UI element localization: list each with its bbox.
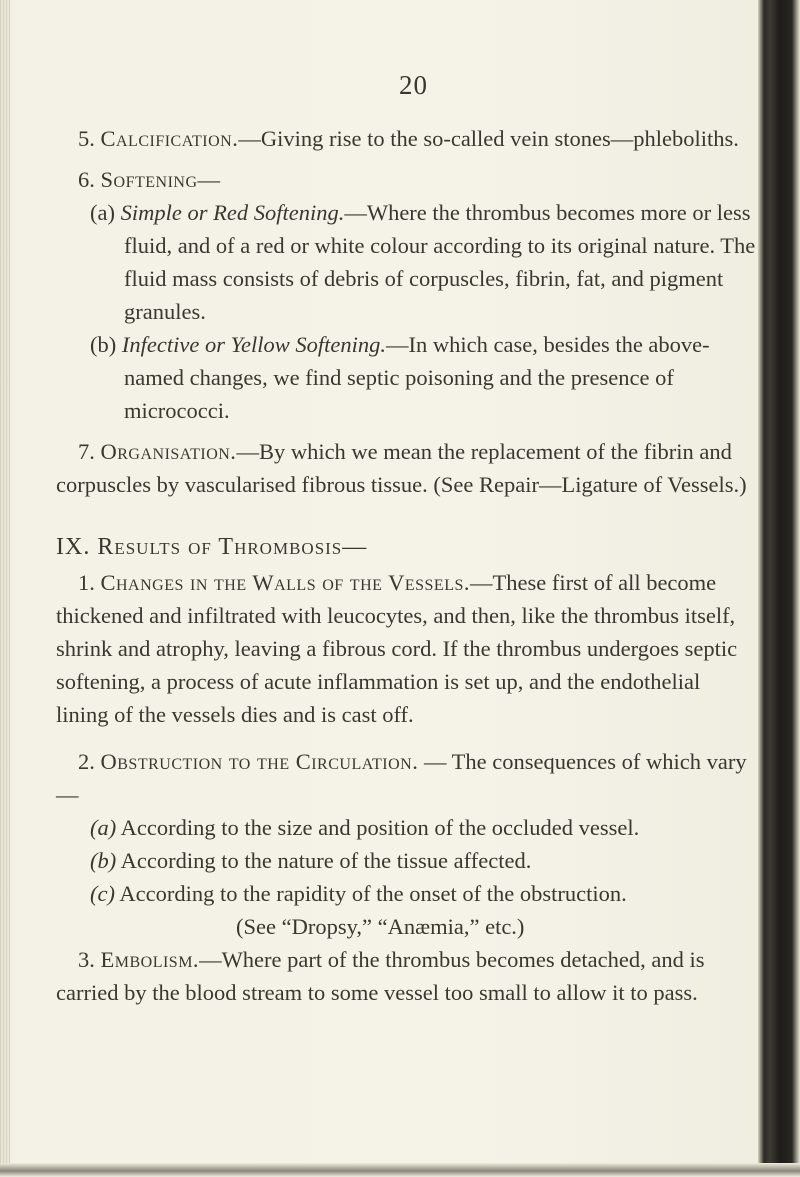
subitem-tissue-nature: [56, 844, 756, 877]
page-bottom-edge: [0, 1163, 800, 1177]
subitem-text: —In which case, besides the above-named changes, we find septic poisoning and the presence of micrococci.: [124, 332, 710, 423]
item-title: Obstruction to the Circulation.: [100, 749, 419, 774]
item-number: 3.: [78, 947, 95, 972]
subitem-text: According to the rapidity of the onset of the obstruction.: [119, 881, 627, 906]
subitem-marker: (c): [90, 881, 115, 906]
item-softening: [56, 163, 756, 196]
subitem-marker: (a): [90, 200, 115, 225]
item-text: —Giving rise to the so-called vein stones—phleboliths.: [238, 126, 739, 151]
subitem-text: —Where the thrombus becomes more or less fluid, and of a red or white colour according to its original nature. The fluid mass consists of debris of corpuscles, fibrin, fat, and pigment granules.: [124, 200, 756, 324]
item-title: Softening—: [100, 167, 221, 192]
item-title: Organisation.: [100, 439, 237, 464]
subitem-title: Infective or Yellow Softening.: [121, 332, 387, 357]
item-embolism: [56, 943, 756, 1009]
subitem-infective-softening: [56, 328, 756, 427]
subitem-simple-softening: [56, 196, 756, 328]
cross-reference: (See “Dropsy,” “Anæmia,” etc.): [236, 914, 525, 939]
subitem-marker: (a): [90, 815, 117, 840]
subitem-rapidity: [56, 877, 756, 910]
subitem-text: According to the size and position of the occluded vessel.: [120, 815, 640, 840]
subitem-size-position: [56, 811, 756, 844]
item-obstruction: [56, 745, 756, 811]
item-number: 1.: [78, 570, 95, 595]
subitem-text: According to the nature of the tissue affected.: [120, 848, 532, 873]
item-number: 6.: [78, 167, 95, 192]
body-text: [56, 122, 756, 1009]
item-organisation: [56, 435, 756, 501]
item-calcification: [56, 122, 756, 155]
item-text: —These first of all become thickened and infiltrated with leucocytes, and then, like the thrombus itself, shrink and atrophy, leaving a fibrous cord. If the thrombus undergoes septic softening, a process of acute inflammation is set up, and the endothelial lining of the vessels dies and is cast off.: [56, 570, 738, 727]
item-changes-in-walls: [56, 566, 756, 731]
item-title: Changes in the Walls of the Vessels.: [100, 570, 470, 595]
item-title: Embolism.: [100, 947, 200, 972]
subitem-marker: (b): [90, 332, 117, 357]
page-number: 20: [399, 70, 428, 100]
item-number: 7.: [78, 439, 95, 464]
subitem-title: Simple or Red Softening.: [120, 200, 345, 225]
subitem-marker: (b): [90, 848, 117, 873]
section-heading: IX. Results of Thrombosis—: [56, 534, 368, 560]
item-title: Calcification.: [100, 126, 239, 151]
item-text: —By which we mean the replacement of the fibrin and corpuscles by vascularised fibrous tissue. (See Repair—Ligature of Vessels.): [56, 439, 747, 497]
item-number: 5.: [78, 126, 95, 151]
item-text: —Where part of the thrombus becomes detached, and is carried by the blood stream to some vessel too small to allow it to pass.: [56, 947, 705, 1005]
item-number: 2.: [78, 749, 95, 774]
page-left-edge: [0, 0, 10, 1177]
item-text: — The consequences of which vary—: [56, 749, 747, 807]
book-spine-edge: [758, 0, 800, 1177]
